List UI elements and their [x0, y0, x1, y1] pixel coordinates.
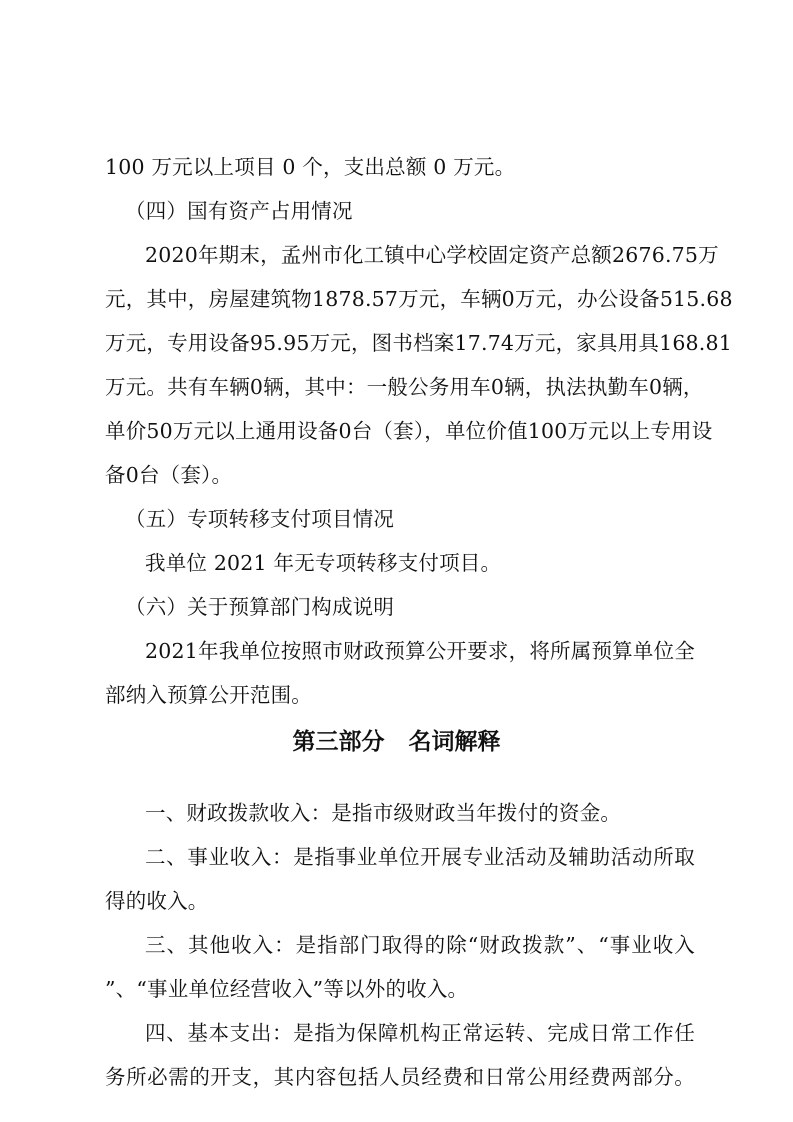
- text-line: 2020年期末，孟州市化工镇中心学校固定资产总额2676.75万: [145, 243, 719, 267]
- text-line: 得的收入。: [105, 889, 209, 913]
- text-line: 二、事业收入：是指事业单位开展专业活动及辅助活动所取: [145, 845, 695, 869]
- subheading-special-transfer: （五）专项转移支付项目情况: [125, 507, 395, 531]
- text-line: 四、基本支出：是指为保障机构正常运转、完成日常工作任: [145, 1021, 695, 1045]
- text-line: ”、“事业单位经营收入”等以外的收入。: [105, 977, 469, 1001]
- text-line: 我单位 2021 年无专项转移支付项目。: [145, 551, 502, 575]
- text-line: 2021年我单位按照市财政预算公开要求，将所属预算单位全: [145, 639, 695, 663]
- text-line: 三、其他收入：是指部门取得的除“财政拨款”、“事业收入: [145, 933, 695, 957]
- text-line: 备0台（套）。: [105, 463, 233, 487]
- text-line: 一、财政拨款收入：是指市级财政当年拨付的资金。: [145, 801, 622, 825]
- text-line: 元，其中，房屋建筑物1878.57万元，车辆0万元，办公设备515.68: [105, 287, 733, 311]
- text-line: 万元，专用设备95.95万元，图书档案17.74万元，家具用具168.81: [105, 331, 733, 355]
- section-heading: 第三部分 名词解释: [292, 729, 501, 755]
- subheading-budget-composition: （六）关于预算部门构成说明: [125, 595, 395, 619]
- subheading-state-assets: （四）国有资产占用情况: [125, 199, 353, 223]
- text-line: 单价50万元以上通用设备0台（套），单位价值100万元以上专用设: [105, 419, 713, 443]
- text-line: 务所必需的开支，其内容包括人员经费和日常公用经费两部分。: [105, 1065, 695, 1089]
- text-line: 100 万元以上项目 0 个，支出总额 0 万元。: [105, 155, 516, 179]
- text-line: 部纳入预算公开范围。: [105, 683, 312, 707]
- text-line: 万元。共有车辆0辆，其中：一般公务用车0辆，执法执勤车0辆，: [105, 375, 704, 399]
